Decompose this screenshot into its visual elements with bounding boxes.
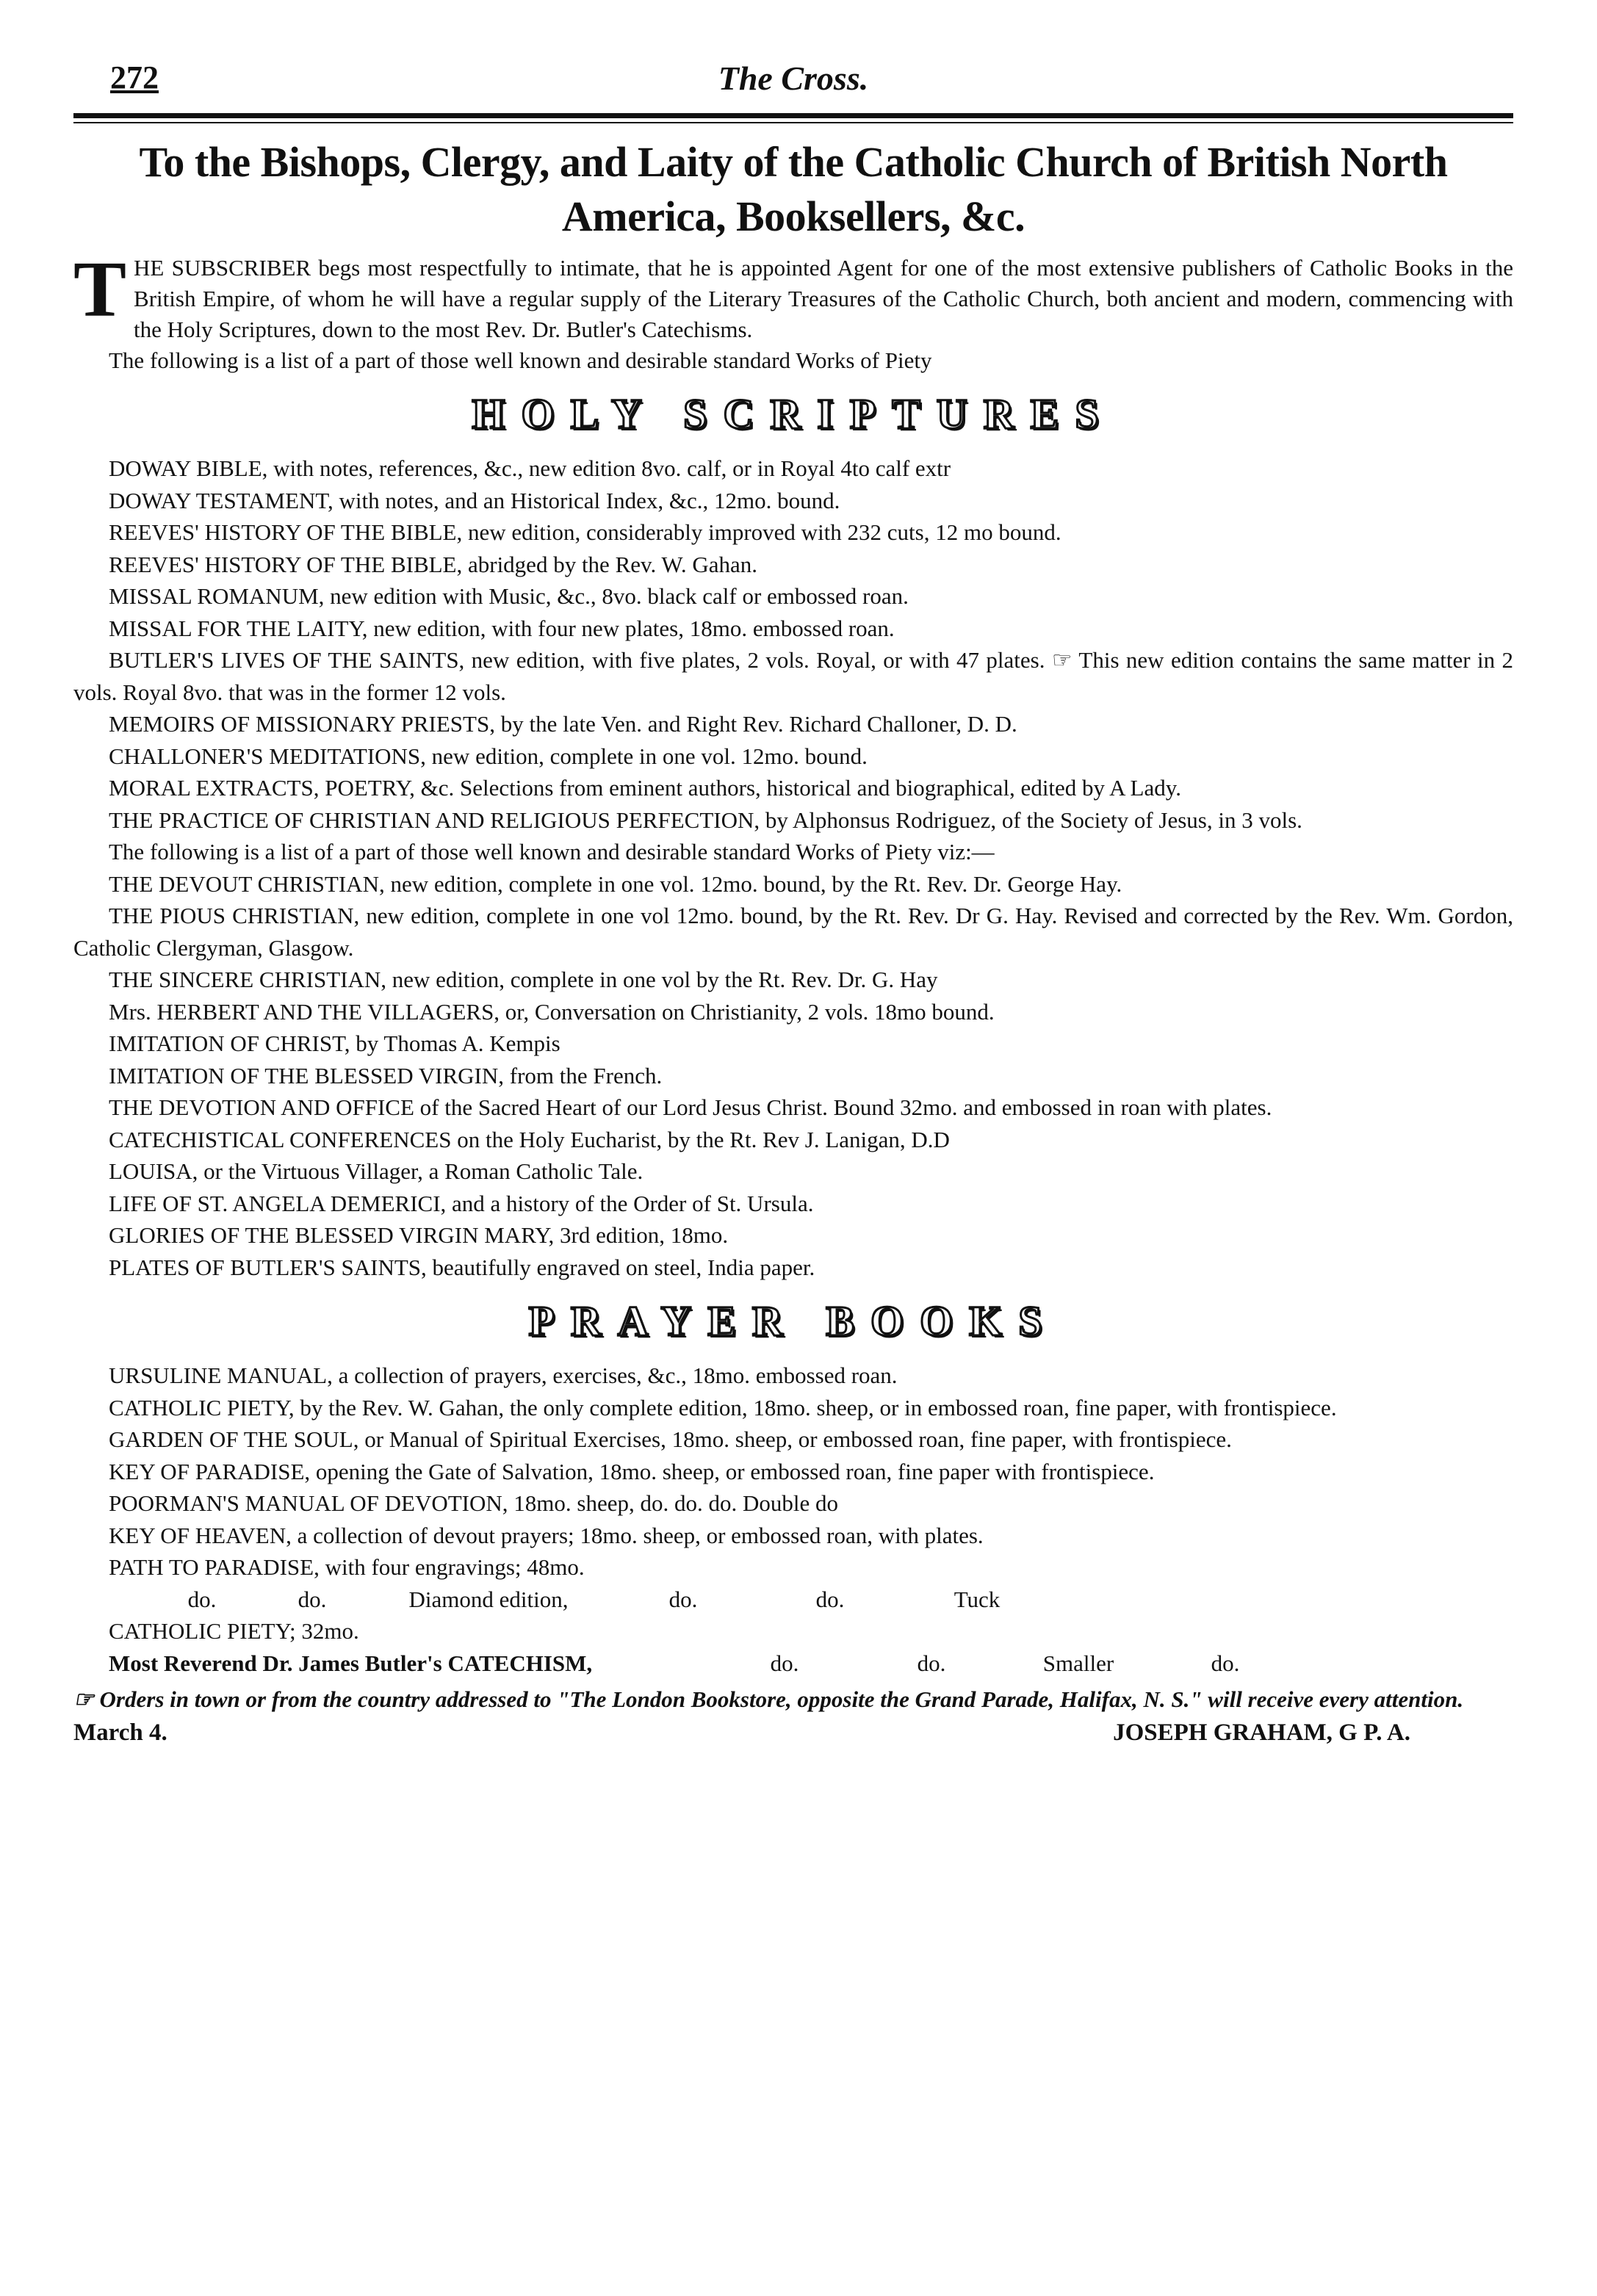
list-item: The following is a list of a part of those well known and desirable standard Works of Piety viz:—: [109, 839, 995, 864]
ditto-row: [73, 1647, 1513, 1680]
list-item: Mrs. HERBERT AND THE VILLAGERS, or, Conversation on Christianity, 2 vols. 18mo bound.: [109, 998, 995, 1025]
ditto-cell: do.: [770, 1650, 799, 1676]
list-item: IMITATION OF THE BLESSED VIRGIN, from the French.: [109, 1062, 663, 1089]
list-item: KEY OF PARADISE, opening the Gate of Salvation, 18mo. sheep, or embossed roan, fine paper with frontispiece.: [109, 1458, 1155, 1484]
ditto-cell: do.: [1211, 1650, 1240, 1676]
list-item: LOUISA, or the Virtuous Villager, a Roman Catholic Tale.: [109, 1158, 644, 1184]
ditto-cell: do.: [298, 1586, 327, 1612]
ditto-cell: do.: [187, 1586, 217, 1612]
ditto-row: [73, 1584, 1513, 1616]
list-item: PLATES OF BUTLER'S SAINTS, beautifully engraved on steel, India paper.: [109, 1254, 815, 1280]
list-item: BUTLER'S LIVES OF THE SAINTS, new edition, with five plates, 2 vols. Royal, or with 47 plates. ☞ This new edition contains the same matter in 2 vols. Royal 8vo. that was in the former 12 vols.: [73, 647, 1513, 705]
newspaper-page: [73, 44, 1513, 2277]
list-item: GLORIES OF THE BLESSED VIRGIN MARY, 3rd edition, 18mo.: [109, 1222, 729, 1248]
header-rule-thick: [73, 113, 1513, 118]
page-number: 272: [110, 59, 159, 95]
ditto-cell: do.: [815, 1586, 845, 1612]
list-item: CHALLONER'S MEDITATIONS, new edition, complete in one vol. 12mo. bound.: [109, 743, 868, 769]
intro-text: HE SUBSCRIBER begs most respectfully to intimate, that he is appointed Agent for one of the most extensive publishers of Catholic Books in the British Empire, of whom he will have a regular supply of the Literary Treasures of the Catholic Church, both ancient and modern, commencing with the Holy Scriptures, down to the most Rev. Dr. Butler's Catechisms.: [134, 255, 1513, 342]
list-item: THE DEVOTION AND OFFICE of the Sacred Heart of our Lord Jesus Christ. Bound 32mo. and embossed in roan with plates.: [109, 1094, 1272, 1120]
list-item: KEY OF HEAVEN, a collection of devout prayers; 18mo. sheep, or embossed roan, with plates.: [109, 1522, 984, 1548]
list-item: LIFE OF ST. ANGELA DEMERICI, and a history of the Order of St. Ursula.: [109, 1190, 814, 1216]
list-item: MISSAL FOR THE LAITY, new edition, with four new plates, 18mo. embossed roan.: [109, 615, 895, 641]
list-item: URSULINE MANUAL, a collection of prayers, exercises, &c., 18mo. embossed roan.: [109, 1362, 898, 1388]
list-item: IMITATION OF CHRIST, by Thomas A. Kempis: [109, 1030, 560, 1056]
header-rule-thin: [73, 122, 1513, 123]
signature: JOSEPH GRAHAM, G P. A.: [1113, 1719, 1410, 1746]
list-item: POORMAN'S MANUAL OF DEVOTION, 18mo. sheep, do. do. do. Double do: [109, 1490, 838, 1516]
list-item: THE PRACTICE OF CHRISTIAN AND RELIGIOUS PERFECTION, by Alphonsus Rodriguez, of the Society of Jesus, in 3 vols.: [109, 806, 1302, 833]
ditto-cell: do.: [668, 1586, 698, 1612]
intro-lead: The following is a list of a part of those well known and desirable standard Works of Piety: [109, 347, 932, 373]
prayer-books-list: [73, 1360, 1513, 1584]
ditto-cell: Most Reverend Dr. James Butler's CATECHISM,: [109, 1650, 593, 1676]
ditto-cell: CATHOLIC PIETY; 32mo.: [109, 1618, 359, 1644]
orders-notice: ☞ Orders in town or from the country addressed to "The London Bookstore, opposite the Grand Parade, Halifax, N. S." will receive every attention.: [73, 1686, 1464, 1712]
ditto-row: [73, 1615, 1513, 1647]
drop-cap: T: [73, 246, 127, 333]
ditto-cell: Diamond edition,: [408, 1586, 569, 1612]
list-item: CATHOLIC PIETY, by the Rev. W. Gahan, the only complete edition, 18mo. sheep, or in embossed roan, fine paper, with frontispiece.: [109, 1394, 1337, 1420]
list-item: DOWAY TESTAMENT, with notes, and an Historical Index, &c., 12mo. bound.: [109, 487, 840, 513]
holy-scriptures-heading: HOLY SCRIPTURES: [472, 390, 1115, 438]
list-item: MORAL EXTRACTS, POETRY, &c. Selections from eminent authors, historical and biographical, edited by A Lady.: [109, 775, 1181, 801]
list-item: MISSAL ROMANUM, new edition with Music, &c., 8vo. black calf or embossed roan.: [109, 583, 909, 609]
ditto-cell: do.: [917, 1650, 946, 1676]
list-item: DOWAY BIBLE, with notes, references, &c., new edition 8vo. calf, or in Royal 4to calf extr: [109, 455, 951, 481]
ditto-table: [73, 1584, 1513, 1680]
list-item: THE DEVOUT CHRISTIAN, new edition, complete in one vol. 12mo. bound, by the Rt. Rev. Dr. George Hay.: [109, 870, 1122, 897]
list-item: REEVES' HISTORY OF THE BIBLE, new edition, considerably improved with 232 cuts, 12 mo bound.: [109, 519, 1061, 545]
holy-scriptures-list: [73, 452, 1513, 1283]
ditto-cell: Tuck: [953, 1586, 1001, 1612]
intro-paragraph: [73, 246, 1513, 376]
ditto-cell: Smaller: [1042, 1650, 1114, 1676]
list-item: THE PIOUS CHRISTIAN, new edition, complete in one vol 12mo. bound, by the Rt. Rev. Dr G. Hay. Revised and corrected by the Rev. Wm. Gordon, Catholic Clergyman, Glasgow.: [73, 903, 1513, 961]
list-item: MEMOIRS OF MISSIONARY PRIESTS, by the late Ven. and Right Rev. Richard Challoner, D. D.: [109, 711, 1017, 737]
list-item: CATECHISTICAL CONFERENCES on the Holy Eucharist, by the Rt. Rev J. Lanigan, D.D: [109, 1126, 950, 1152]
list-item: PATH TO PARADISE, with four engravings; 48mo.: [109, 1554, 585, 1580]
date: March 4.: [73, 1719, 167, 1746]
running-title: The Cross.: [718, 59, 869, 97]
list-item: GARDEN OF THE SOUL, or Manual of Spiritual Exercises, 18mo. sheep, or embossed roan, fine paper, with frontispiece.: [109, 1426, 1232, 1452]
prayer-books-heading: PRAYER BOOKS: [528, 1297, 1059, 1345]
advertisement-title: To the Bishops, Clergy, and Laity of the Catholic Church of British North America, Booksellers, &c.: [139, 138, 1448, 240]
page-header: [73, 44, 1513, 110]
list-item: REEVES' HISTORY OF THE BIBLE, abridged by the Rev. W. Gahan.: [109, 551, 758, 577]
list-item: THE SINCERE CHRISTIAN, new edition, complete in one vol by the Rt. Rev. Dr. G. Hay: [109, 967, 938, 992]
advertisement-footer: [73, 1719, 1513, 1747]
